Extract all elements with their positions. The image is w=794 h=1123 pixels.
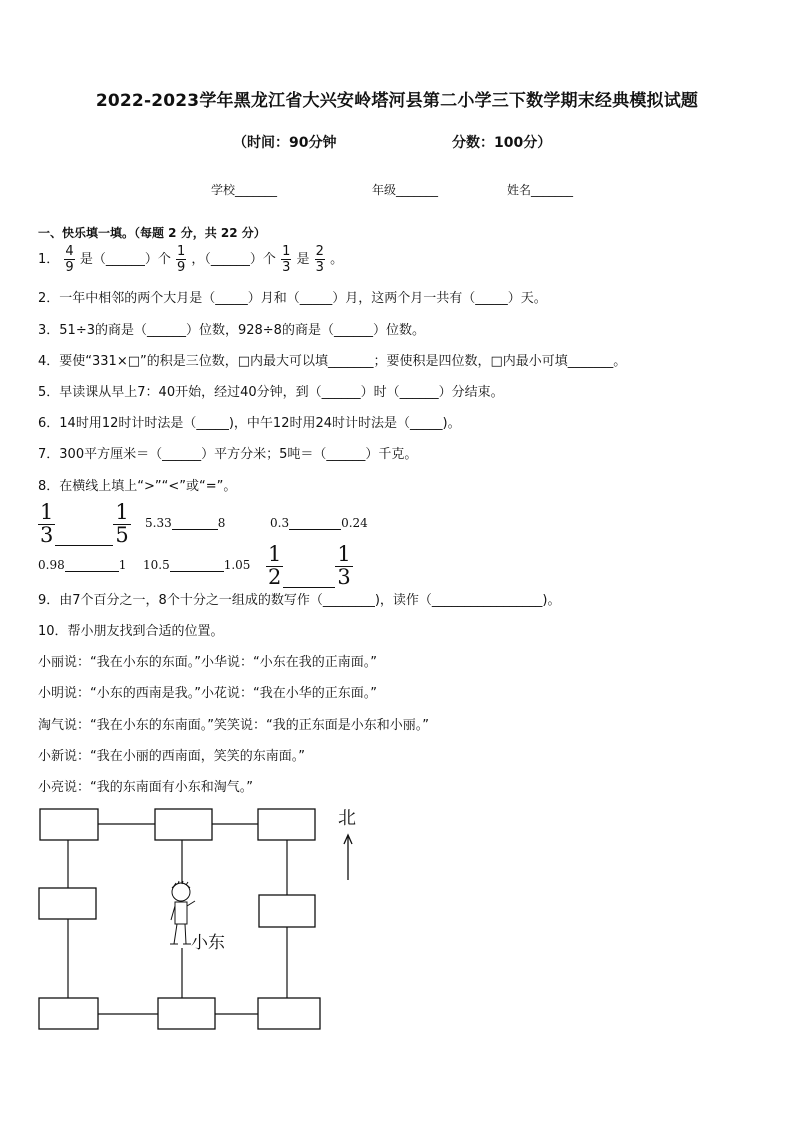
question-1: [38, 245, 343, 274]
answer-blank[interactable]: [283, 573, 335, 588]
answer-blank[interactable]: [55, 531, 113, 546]
question-3: 3．51÷3的商是（______）位数，928÷8的商是（______）位数。: [38, 323, 425, 338]
fraction: $\frac{4}{9}$: [65, 244, 74, 275]
question-7: 7．300平方厘米＝（______）平方分米；5吨＝（______）千克。: [38, 447, 418, 462]
q1-text: ，（______）个: [191, 252, 276, 267]
compare-item: 10.5 1.05: [143, 558, 251, 572]
q1-text: 是（______）个: [79, 252, 171, 267]
compare-item: 5.33 8: [145, 516, 226, 530]
exam-score: 分数：100分）: [452, 135, 552, 151]
answer-blank[interactable]: [172, 515, 218, 530]
fraction: $\frac{1}{3}$: [40, 500, 54, 547]
answer-blank[interactable]: [289, 515, 341, 530]
fraction: $\frac{1}{2}$: [268, 542, 282, 589]
answer-box[interactable]: [40, 809, 98, 840]
answer-box[interactable]: [39, 998, 98, 1029]
answer-box[interactable]: [155, 809, 212, 840]
page-title: 2022-2023学年黑龙江省大兴安岭塔河县第二小学三下数学期末经典模拟试题: [95, 91, 699, 111]
answer-box[interactable]: [258, 998, 320, 1029]
q1-text: 。: [330, 252, 344, 267]
clue-line: 淘气说：“我在小东的东南面。”笑笑说：“我的正东面是小东和小丽。”: [38, 718, 429, 733]
clue-line: 小新说：“我在小丽的西南面，笑笑的东南面。”: [38, 749, 305, 764]
north-label: 北: [338, 808, 356, 829]
answer-box[interactable]: [259, 895, 315, 927]
compare-item: 0.3 0.24: [270, 516, 368, 530]
fraction: $\frac{2}{3}$: [315, 244, 324, 275]
answer-blank[interactable]: [65, 557, 119, 572]
compare-item: 0.98 1: [38, 558, 127, 572]
question-2: 2．一年中相邻的两个大月是（_____）月和（_____）月，这两个月一共有（_____）天。: [38, 291, 547, 306]
school-field: 学校_______: [211, 183, 278, 197]
compare-item: [38, 502, 131, 546]
answer-blank[interactable]: [170, 557, 224, 572]
question-8-stem: 8．在横线上填上“>”“<”或“=”。: [38, 479, 237, 494]
question-6: 6．14时用12时计时法是（_____)，中午12时用24时计时法是（_____)。: [38, 416, 461, 431]
question-5: 5．早读课从早上7：40开始，经过40分钟，到（______）时（______）分结束。: [38, 385, 504, 400]
name-field: 姓名_______: [507, 183, 574, 197]
position-diagram: [0, 800, 794, 1040]
compare-item: [266, 544, 353, 588]
q1-text: 是: [296, 252, 310, 267]
answer-box[interactable]: [39, 888, 96, 919]
answer-box[interactable]: [258, 809, 315, 840]
fraction: $\frac{1}{5}$: [115, 500, 129, 547]
child-label: 小东: [191, 933, 225, 953]
clue-line: 小明说：“小东的西南是我。”小花说：“我在小华的正东面。”: [38, 686, 377, 701]
north-arrow-icon: [344, 835, 352, 880]
q1-number: 1．: [38, 252, 60, 267]
clue-line: 小亮说：“我的东南面有小东和淘气。”: [38, 780, 253, 795]
question-10-stem: 10．帮小朋友找到合适的位置。: [38, 624, 224, 639]
exam-time: （时间：90分钟: [233, 135, 337, 151]
clue-line: 小丽说：“我在小东的东面。”小华说：“小东在我的正南面。”: [38, 655, 377, 670]
answer-box[interactable]: [158, 998, 215, 1029]
grade-field: 年级_______: [372, 183, 439, 197]
fraction: $\frac{1}{3}$: [337, 542, 351, 589]
question-9: 9．由7个百分之一，8个十分之一组成的数写作（________)，读作（_________________)。: [38, 593, 561, 608]
section-heading: 一、快乐填一填。（每题 2 分，共 22 分）: [38, 226, 266, 240]
question-4: 4．要使“331×□”的积是三位数，□内最大可以填_______；要使积是四位数，□内最小可填_______。: [38, 354, 627, 369]
fraction: $\frac{1}{3}$: [282, 244, 291, 275]
fraction: $\frac{1}{9}$: [177, 244, 186, 275]
